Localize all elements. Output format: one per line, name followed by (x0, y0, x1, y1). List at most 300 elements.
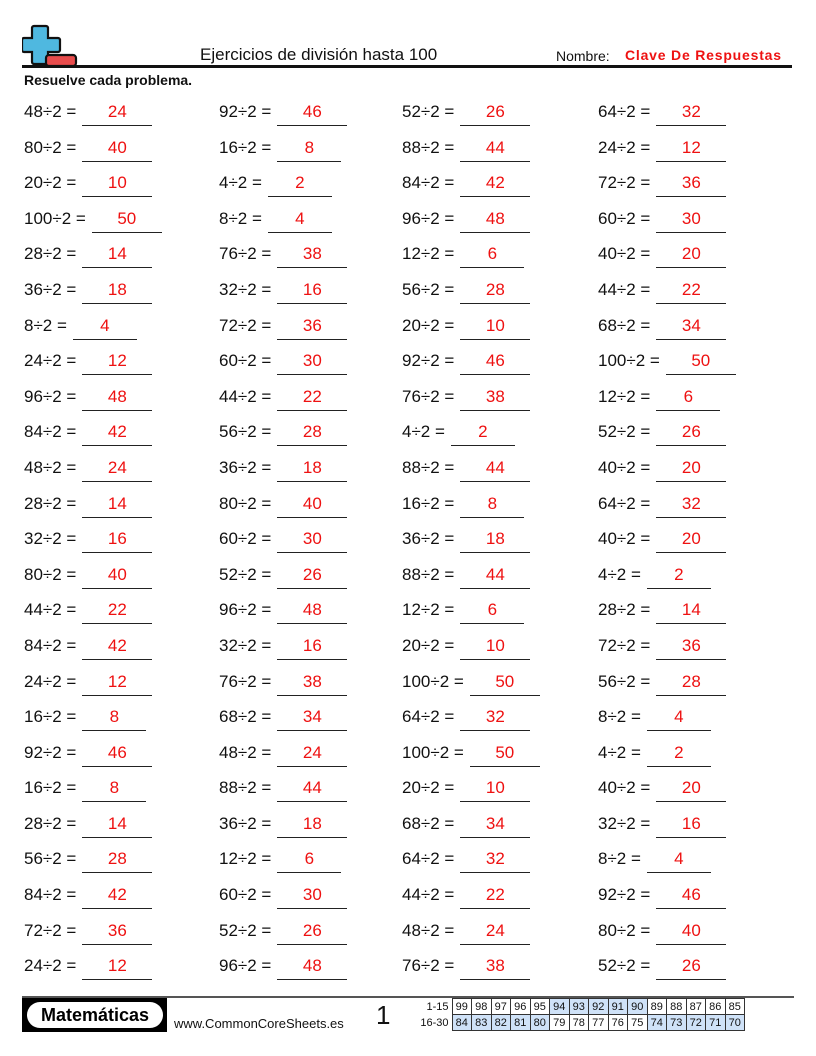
score-cell: 90 (628, 999, 648, 1015)
problem (219, 737, 347, 773)
problem (598, 666, 726, 702)
answer-blank[interactable] (656, 488, 726, 518)
answer-blank[interactable] (460, 452, 530, 482)
problem-question: 4÷2 = (219, 173, 262, 193)
answer-blank[interactable] (277, 950, 347, 980)
answer-value: 26 (302, 920, 322, 940)
problem (402, 772, 530, 808)
answer-blank[interactable] (647, 701, 711, 731)
problem-row (24, 915, 804, 951)
answer-blank[interactable] (277, 381, 347, 411)
score-cell: 85 (725, 999, 745, 1015)
problem-question: 52÷2 = (219, 564, 272, 584)
problem-question: 24÷2 = (24, 351, 77, 371)
answer-blank[interactable] (656, 523, 726, 553)
answer-value: 22 (107, 600, 127, 620)
answer-blank[interactable] (656, 238, 726, 268)
answer-blank[interactable] (647, 737, 711, 767)
answer-value: 4 (295, 208, 305, 228)
answer-blank[interactable] (82, 666, 152, 696)
answer-value: 30 (302, 351, 322, 371)
answer-blank[interactable] (460, 559, 530, 589)
answer-blank[interactable] (92, 203, 162, 233)
page-number: 1 (376, 1000, 391, 1030)
answer-value: 38 (302, 671, 322, 691)
answer-blank[interactable] (277, 594, 347, 624)
answer-blank[interactable] (82, 701, 146, 731)
problem-question: 44÷2 = (24, 600, 77, 620)
answer-blank[interactable] (82, 132, 152, 162)
problem-question: 68÷2 = (219, 707, 272, 727)
problem (598, 203, 726, 239)
problem-question: 72÷2 = (598, 635, 651, 655)
problem (598, 630, 726, 666)
answer-value: 22 (681, 279, 701, 299)
answer-blank[interactable] (460, 381, 530, 411)
problem-question: 76÷2 = (402, 956, 455, 976)
score-cell: 77 (589, 1015, 609, 1031)
answer-value: 8 (109, 778, 120, 798)
problem (598, 310, 726, 346)
answer-blank[interactable] (666, 345, 736, 375)
answer-blank[interactable] (460, 879, 530, 909)
answer-blank[interactable] (656, 310, 726, 340)
problem (219, 879, 347, 915)
answer-value: 22 (302, 386, 322, 406)
answer-blank[interactable] (277, 701, 347, 731)
answer-blank[interactable] (656, 950, 726, 980)
problem-question: 80÷2 = (24, 564, 77, 584)
answer-value: 48 (302, 956, 322, 976)
score-cell: 80 (530, 1015, 550, 1031)
problem (219, 772, 347, 808)
problem (219, 594, 347, 630)
answer-value: 46 (107, 742, 127, 762)
answer-value: 48 (107, 386, 127, 406)
answer-blank[interactable] (82, 381, 152, 411)
answer-blank[interactable] (460, 132, 530, 162)
answer-blank[interactable] (82, 345, 152, 375)
problem (402, 488, 524, 524)
answer-blank[interactable] (460, 238, 524, 268)
problem-row (24, 310, 804, 346)
problem-question: 8÷2 = (598, 849, 641, 869)
problem (24, 737, 152, 773)
score-cell: 97 (491, 999, 511, 1015)
problem-row (24, 381, 804, 417)
answer-value: 50 (691, 351, 711, 371)
answer-blank[interactable] (470, 666, 540, 696)
answer-blank[interactable] (82, 950, 152, 980)
answer-blank[interactable] (277, 666, 347, 696)
answer-blank[interactable] (656, 416, 726, 446)
answer-value: 10 (107, 173, 127, 193)
answer-blank[interactable] (656, 381, 720, 411)
answer-blank[interactable] (82, 523, 152, 553)
problem-question: 92÷2 = (219, 102, 272, 121)
problem (219, 132, 341, 168)
problem (402, 203, 530, 239)
answer-value: 32 (485, 849, 505, 869)
answer-blank[interactable] (460, 96, 530, 126)
problem-row (24, 132, 804, 168)
problem (219, 167, 332, 203)
answer-blank[interactable] (656, 132, 726, 162)
problem-question: 64÷2 = (598, 102, 651, 121)
answer-blank[interactable] (277, 310, 347, 340)
answer-blank[interactable] (277, 274, 347, 304)
problem-question: 16÷2 = (24, 778, 77, 798)
problem (402, 808, 530, 844)
answer-value: 36 (302, 315, 322, 335)
problem-question: 48÷2 = (24, 102, 77, 121)
answer-blank[interactable] (460, 310, 530, 340)
answer-value: 16 (302, 279, 322, 299)
problem (24, 879, 152, 915)
answer-blank[interactable] (277, 808, 347, 838)
answer-value: 44 (485, 564, 505, 584)
problem (24, 808, 152, 844)
score-cell: 91 (608, 999, 628, 1015)
problem-question: 28÷2 = (598, 600, 651, 620)
answer-value: 38 (485, 956, 505, 976)
answer-blank[interactable] (656, 666, 726, 696)
problem-row (24, 737, 804, 773)
problem-question: 4÷2 = (598, 742, 641, 762)
answer-blank[interactable] (460, 345, 530, 375)
problem (402, 950, 530, 986)
answer-blank[interactable] (82, 238, 152, 268)
answer-value: 12 (107, 956, 127, 976)
problem (24, 523, 152, 559)
problem-question: 44÷2 = (219, 386, 272, 406)
problem-row (24, 203, 804, 239)
answer-value: 18 (107, 279, 127, 299)
answer-value: 18 (302, 457, 322, 477)
problem-question: 96÷2 = (219, 956, 272, 976)
answer-blank[interactable] (470, 737, 540, 767)
answer-blank[interactable] (82, 416, 152, 446)
score-cell: 95 (530, 999, 550, 1015)
site-url: www.CommonCoreSheets.es (174, 1016, 344, 1031)
problem (219, 96, 347, 132)
answer-blank[interactable] (277, 416, 347, 446)
answer-blank[interactable] (647, 559, 711, 589)
answer-blank[interactable] (460, 274, 530, 304)
answer-blank[interactable] (82, 167, 152, 197)
problem-question: 32÷2 = (598, 813, 651, 833)
answer-blank[interactable] (82, 879, 152, 909)
answer-blank[interactable] (460, 915, 530, 945)
answer-value: 22 (485, 885, 505, 905)
problem (598, 96, 726, 132)
answer-blank[interactable] (451, 416, 515, 446)
answer-value: 36 (107, 920, 127, 940)
problem (402, 132, 530, 168)
answer-blank[interactable] (277, 345, 347, 375)
answer-value: 40 (107, 137, 127, 157)
answer-value: 26 (302, 564, 322, 584)
problem (598, 879, 726, 915)
answer-value: 18 (485, 529, 505, 549)
answer-blank[interactable] (460, 950, 530, 980)
answer-blank[interactable] (277, 737, 347, 767)
problem-question: 16÷2 = (219, 137, 272, 157)
answer-value: 50 (495, 742, 515, 762)
answer-blank[interactable] (82, 630, 152, 660)
answer-value: 14 (107, 813, 127, 833)
answer-blank[interactable] (656, 915, 726, 945)
answer-blank[interactable] (277, 559, 347, 589)
problem-question: 12÷2 = (402, 244, 455, 264)
answer-blank[interactable] (460, 167, 530, 197)
answer-value: 10 (485, 778, 505, 798)
answer-blank[interactable] (268, 203, 332, 233)
answer-value: 10 (485, 635, 505, 655)
answer-value: 28 (107, 849, 127, 869)
problem-question: 52÷2 = (219, 920, 272, 940)
answer-blank[interactable] (277, 488, 347, 518)
problem (402, 310, 530, 346)
problem (219, 559, 347, 595)
problem-question: 28÷2 = (24, 493, 77, 513)
answer-blank[interactable] (73, 310, 137, 340)
answer-value: 28 (485, 279, 505, 299)
answer-value: 34 (681, 315, 701, 335)
answer-value: 36 (681, 173, 701, 193)
answer-blank[interactable] (277, 238, 347, 268)
problem-row (24, 666, 804, 702)
answer-blank[interactable] (656, 879, 726, 909)
problem-row (24, 559, 804, 595)
answer-blank[interactable] (277, 915, 347, 945)
problem (24, 559, 152, 595)
answer-value: 26 (681, 956, 701, 976)
problem-question: 36÷2 = (219, 457, 272, 477)
answer-blank[interactable] (656, 808, 726, 838)
answer-value: 42 (107, 422, 127, 442)
problem (24, 345, 152, 381)
answer-blank[interactable] (277, 772, 347, 802)
answer-blank[interactable] (277, 630, 347, 660)
problem (598, 238, 726, 274)
answer-value: 50 (117, 208, 137, 228)
answer-blank[interactable] (82, 772, 146, 802)
problem-question: 88÷2 = (219, 778, 272, 798)
answer-blank[interactable] (82, 808, 152, 838)
answer-blank[interactable] (656, 630, 726, 660)
brand-label: Matemáticas (27, 1002, 163, 1028)
answer-blank[interactable] (82, 915, 152, 945)
problem (598, 701, 711, 737)
problem-question: 48÷2 = (402, 920, 455, 940)
problem (24, 666, 152, 702)
score-cell: 74 (647, 1015, 667, 1031)
answer-blank[interactable] (647, 843, 711, 873)
answer-blank[interactable] (656, 772, 726, 802)
problem (598, 488, 726, 524)
answer-value: 6 (487, 244, 498, 264)
answer-value: 14 (107, 244, 127, 264)
answer-blank[interactable] (656, 274, 726, 304)
problem (402, 452, 530, 488)
score-cell: 84 (452, 1015, 472, 1031)
problem-question: 12÷2 = (402, 600, 455, 620)
problem (219, 345, 347, 381)
score-cell: 82 (491, 1015, 511, 1031)
problem (24, 96, 152, 132)
answer-value: 28 (302, 422, 322, 442)
problem-row (24, 416, 804, 452)
problem (598, 843, 711, 879)
problem-question: 8÷2 = (219, 208, 262, 228)
problem (402, 523, 530, 559)
answer-blank[interactable] (82, 594, 152, 624)
answer-value: 24 (107, 102, 127, 121)
answer-value: 8 (487, 493, 498, 513)
problem-question: 84÷2 = (402, 173, 455, 193)
problem (24, 950, 152, 986)
problem (219, 274, 347, 310)
score-cell: 81 (511, 1015, 531, 1031)
answer-blank[interactable] (277, 452, 347, 482)
answer-blank[interactable] (656, 452, 726, 482)
answer-value: 8 (304, 137, 315, 157)
answer-blank[interactable] (656, 167, 726, 197)
problem (402, 594, 524, 630)
answer-blank[interactable] (82, 488, 152, 518)
answer-value: 50 (495, 671, 515, 691)
answer-value: 2 (295, 173, 305, 193)
answer-value: 34 (485, 813, 505, 833)
answer-value: 44 (485, 137, 505, 157)
problem (24, 843, 152, 879)
problem (598, 772, 726, 808)
answer-blank[interactable] (656, 203, 726, 233)
problem-question: 24÷2 = (24, 956, 77, 976)
answer-value: 6 (304, 849, 315, 869)
problem (598, 950, 726, 986)
problem-question: 20÷2 = (402, 315, 455, 335)
problem (402, 879, 530, 915)
answer-blank[interactable] (460, 594, 524, 624)
answer-blank[interactable] (656, 96, 726, 126)
problem (598, 594, 726, 630)
problem-row (24, 843, 804, 879)
answer-blank[interactable] (82, 843, 152, 873)
answer-blank[interactable] (277, 96, 347, 126)
answer-blank[interactable] (277, 843, 341, 873)
answer-blank[interactable] (277, 879, 347, 909)
problem-question: 64÷2 = (402, 849, 455, 869)
answer-value: 2 (674, 742, 684, 762)
answer-blank[interactable] (277, 523, 347, 553)
answer-blank[interactable] (277, 132, 341, 162)
problem (598, 523, 726, 559)
answer-blank[interactable] (82, 274, 152, 304)
problem (219, 310, 347, 346)
answer-value: 42 (107, 885, 127, 905)
answer-value: 24 (485, 920, 505, 940)
score-row (418, 1015, 745, 1031)
answer-blank[interactable] (82, 737, 152, 767)
answer-blank[interactable] (460, 772, 530, 802)
problem-question: 40÷2 = (598, 778, 651, 798)
problem-question: 28÷2 = (24, 813, 77, 833)
problem (402, 416, 515, 452)
answer-blank[interactable] (460, 203, 530, 233)
problem (24, 772, 146, 808)
answer-blank[interactable] (460, 843, 530, 873)
answer-value: 12 (107, 351, 127, 371)
problem (402, 666, 540, 702)
problem-row (24, 879, 804, 915)
problem-question: 72÷2 = (219, 315, 272, 335)
answer-blank[interactable] (82, 96, 152, 126)
answer-blank[interactable] (460, 808, 530, 838)
answer-value: 32 (681, 102, 701, 121)
answer-blank[interactable] (460, 701, 530, 731)
score-cell: 87 (686, 999, 706, 1015)
problem (598, 132, 726, 168)
problem-row (24, 345, 804, 381)
problem-question: 60÷2 = (219, 885, 272, 905)
problem-row (24, 488, 804, 524)
problem (402, 274, 530, 310)
answer-value: 8 (109, 707, 120, 727)
problem-question: 60÷2 = (219, 351, 272, 371)
answer-blank[interactable] (82, 452, 152, 482)
answer-blank[interactable] (656, 594, 726, 624)
answer-blank[interactable] (460, 523, 530, 553)
answer-value: 40 (107, 564, 127, 584)
problem (219, 915, 347, 951)
problem (598, 416, 726, 452)
problem (598, 737, 711, 773)
answer-value: 46 (302, 102, 322, 121)
problem-question: 96÷2 = (219, 600, 272, 620)
problem (24, 915, 152, 951)
score-cell: 93 (569, 999, 589, 1015)
answer-blank[interactable] (268, 167, 332, 197)
answer-value: 6 (683, 386, 694, 406)
problem-row (24, 701, 804, 737)
problem-question: 100÷2 = (402, 671, 464, 691)
answer-value: 2 (478, 422, 488, 442)
problem-question: 20÷2 = (24, 173, 77, 193)
problem-question: 32÷2 = (24, 529, 77, 549)
name-value: Clave De Respuestas (625, 47, 782, 63)
answer-value: 38 (485, 386, 505, 406)
answer-blank[interactable] (460, 630, 530, 660)
score-cell: 72 (686, 1015, 706, 1031)
answer-value: 28 (681, 671, 701, 691)
answer-blank[interactable] (460, 488, 524, 518)
answer-blank[interactable] (82, 559, 152, 589)
problem-question: 76÷2 = (402, 386, 455, 406)
problem (219, 950, 347, 986)
problem (219, 381, 347, 417)
problem-question: 44÷2 = (598, 279, 651, 299)
answer-value: 34 (302, 707, 322, 727)
answer-value: 46 (485, 351, 505, 371)
problem-question: 80÷2 = (598, 920, 651, 940)
problem (598, 274, 726, 310)
answer-value: 16 (107, 529, 127, 549)
score-cell: 96 (511, 999, 531, 1015)
problem (219, 488, 347, 524)
answer-value: 14 (681, 600, 701, 620)
